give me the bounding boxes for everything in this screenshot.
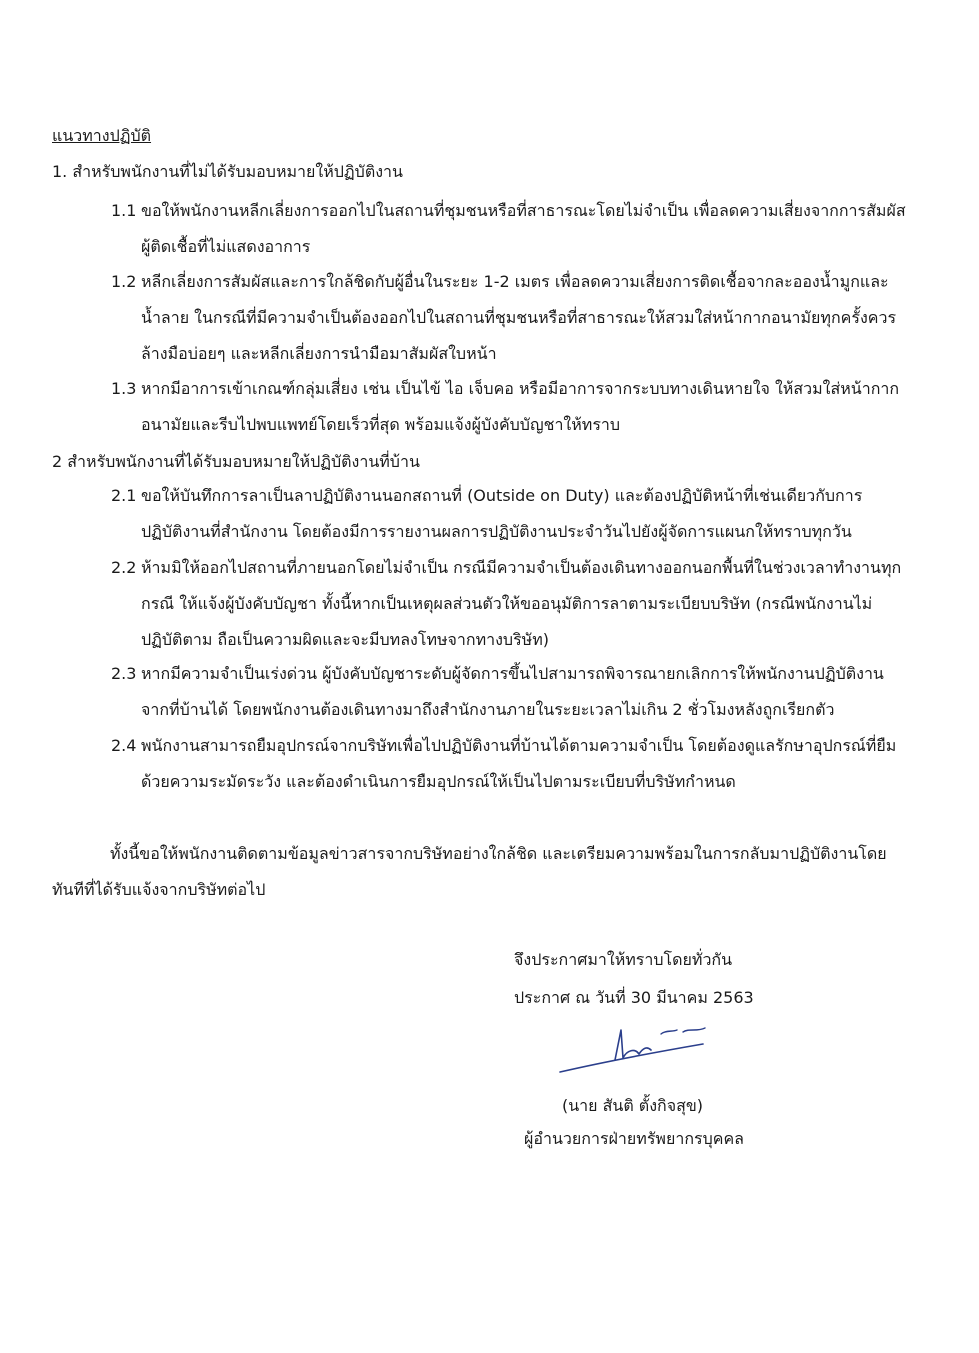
item-number: 2.4 <box>111 736 137 755</box>
section-1-title: 1. สำหรับพนักงานที่ไม่ได้รับมอบหมายให้ปฏิบัติงาน <box>52 162 403 181</box>
signer-title: ผู้อำนวยการฝ่ายทรัพยากรบุคคล <box>524 1129 744 1148</box>
paragraph-line: ทั้งนี้ขอให้พนักงานติดตามข้อมูลข่าวสารจากบริษัทอย่างใกล้ชิด และเตรียมความพร้อมในการกลับมาปฏิบัติงานโดย <box>110 844 887 863</box>
item-2-3 <box>111 656 921 728</box>
item-number: 1.2 <box>111 272 137 291</box>
item-line: อนามัยและรีบไปพบแพทย์โดยเร็วที่สุด พร้อมแจ้งผู้บังคับบัญชาให้ทราบ <box>141 415 621 434</box>
item-number: 2.2 <box>111 558 137 577</box>
item-line: หากมีอาการเข้าเกณฑ์กลุ่มเสี่ยง เช่น เป็นไข้ ไอ เจ็บคอ หรือมีอาการจากระบบทางเดินหายใจ ให้สวมใส่หน้ากาก <box>141 379 900 398</box>
item-line: ขอให้พนักงานหลีกเลี่ยงการออกไปในสถานที่ชุมชนหรือที่สาธารณะโดยไม่จำเป็น เพื่อลดความเสี่ยงจากการสัมผัส <box>141 201 906 220</box>
item-number: 1.3 <box>111 379 137 398</box>
item-2-1 <box>111 478 921 550</box>
section-2-title: 2 สำหรับพนักงานที่ได้รับมอบหมายให้ปฏิบัติงานที่บ้าน <box>52 452 420 471</box>
item-1-1 <box>111 193 921 265</box>
item-1-2 <box>111 264 921 372</box>
item-number: 2.3 <box>111 664 137 683</box>
item-line: ปฏิบัติงานที่สำนักงาน โดยต้องมีการรายงานผลการปฏิบัติงานประจำวันไปยังผู้จัดการแผนกให้ทราบทุกวัน <box>141 522 852 541</box>
item-line: ขอให้บันทึกการลาเป็นลาปฏิบัติงานนอกสถานที่ (Outside on Duty) และต้องปฏิบัติหน้าที่เช่นเดียวกับการ <box>141 486 863 505</box>
closing-paragraph <box>52 836 912 908</box>
item-number: 2.1 <box>111 486 137 505</box>
item-line: น้ำลาย ในกรณีที่มีความจำเป็นต้องออกไปในสถานที่ชุมชนหรือที่สาธารณะให้สวมใส่หน้ากากอนามัยทุกครั้งควร <box>141 308 897 327</box>
guidelines-heading: แนวทางปฏิบัติ <box>52 126 152 145</box>
item-line: จากที่บ้านได้ โดยพนักงานต้องเดินทางมาถึงสำนักงานภายในระยะเวลาไม่เกิน 2 ชั่วโมงหลังถูกเรียกตัว <box>141 700 835 719</box>
item-line: ล้างมือบ่อยๆ และหลีกเลี่ยงการนำมือมาสัมผัสใบหน้า <box>141 344 497 363</box>
announcement-line: จึงประกาศมาให้ทราบโดยทั่วกัน <box>514 950 733 969</box>
item-line: ด้วยความระมัดระวัง และต้องดำเนินการยืมอุปกรณ์ให้เป็นไปตามระเบียบที่บริษัทกำหนด <box>141 772 736 791</box>
item-number: 1.1 <box>111 201 137 220</box>
item-line: พนักงานสามารถยืมอุปกรณ์จากบริษัทเพื่อไปปฏิบัติงานที่บ้านได้ตามความจำเป็น โดยต้องดูแลรักษาอุปกรณ์ที่ยืม <box>141 736 897 755</box>
date-line: ประกาศ ณ วันที่ 30 มีนาคม 2563 <box>514 988 754 1007</box>
item-line: หลีกเลี่ยงการสัมผัสและการใกล้ชิดกับผู้อื่นในระยะ 1-2 เมตร เพื่อลดความเสี่ยงการติดเชื้อจากละอองน้ำมูกและ <box>141 272 889 291</box>
item-line: หากมีความจำเป็นเร่งด่วน ผู้บังคับบัญชาระดับผู้จัดการขึ้นไปสามารถพิจารณายกเลิกการให้พนักงานปฏิบัติงาน <box>141 664 884 683</box>
item-line: ผู้ติดเชื้อที่ไม่แสดงอาการ <box>141 237 311 256</box>
item-line: กรณี ให้แจ้งผู้บังคับบัญชา ทั้งนี้หากเป็นเหตุผลส่วนตัวให้ขออนุมัติการลาตามระเบียบบริษัท (กรณีพนักงานไม่ <box>141 594 873 613</box>
paragraph-line: ทันทีที่ได้รับแจ้งจากบริษัทต่อไป <box>52 880 266 899</box>
item-line: ปฏิบัติตาม ถือเป็นความผิดและจะมีบทลงโทษจากทางบริษัท) <box>141 630 550 649</box>
item-1-3 <box>111 371 921 443</box>
signature-image <box>555 1020 715 1080</box>
item-2-2 <box>111 550 921 658</box>
item-2-4 <box>111 728 921 800</box>
item-line: ห้ามมิให้ออกไปสถานที่ภายนอกโดยไม่จำเป็น กรณีมีความจำเป็นต้องเดินทางออกนอกพื้นที่ในช่วงเวลาทำงานทุก <box>141 558 902 577</box>
signer-name: (นาย สันติ ตั้งกิจสุข) <box>562 1096 704 1115</box>
